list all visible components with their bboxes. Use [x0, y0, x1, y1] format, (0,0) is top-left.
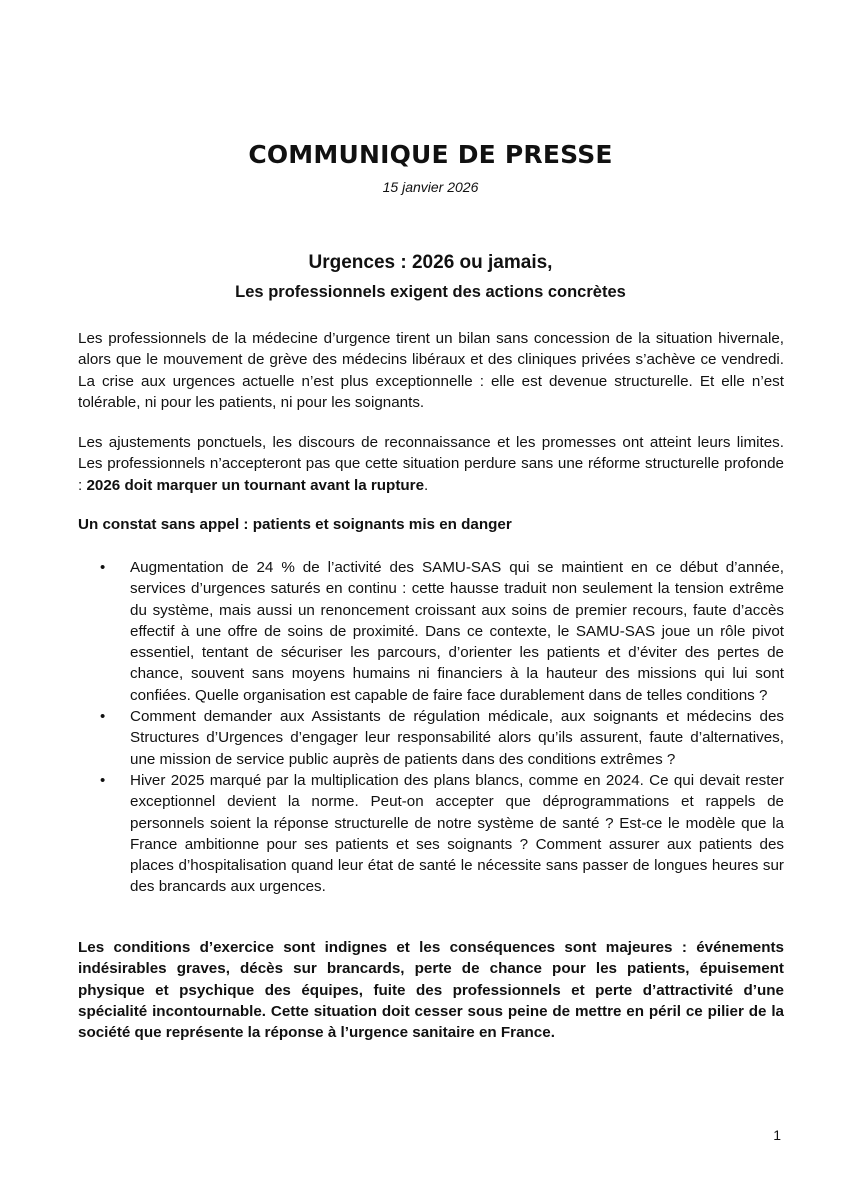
page-number: 1: [773, 1127, 781, 1143]
list-item-text: Hiver 2025 marqué par la multiplication des plans blancs, comme en 2024. Ce qui devait rester exceptionnel devient la norme. Peut-on accepter que déprogrammations et rappels de personnels soient la réponse structurelle de notre système de santé ? Est-ce le modèle que la France ambitionne pour ses patients et ses soignants ? Comment assurer aux patients des places d’hospitalisation quand leur état de santé le nécessite sans passer de longues heures sur des brancards aux urgences.: [130, 771, 784, 896]
section-heading: Un constat sans appel : patients et soignants mis en danger: [78, 516, 512, 533]
document-date: 15 janvier 2026: [382, 179, 479, 195]
list-item: [78, 706, 784, 770]
list-item: [78, 557, 784, 706]
list-item-text: Comment demander aux Assistants de régulation médicale, aux soignants et médecins des Structures d’Urgences d’engager leur responsabilité alors qu’ils assurent, faute d’alternatives, une mission de service public auprès de patients dans des conditions extrêmes ?: [130, 708, 784, 768]
headline: Urgences : 2026 ou jamais,: [308, 252, 553, 273]
paragraph-reform-end: .: [424, 476, 429, 494]
list-item-text: Augmentation de 24 % de l’activité des SAMU-SAS qui se maintient en ce début d’année, services d’urgences saturés en continu : cette hausse traduit non seulement la tension extrême du système, mais aussi un renoncement croissant aux soins de premier recours, faute d’accès effectif à une offre de soins de proximité. Dans ce contexte, le SAMU-SAS joue un rôle pivot essentiel, tentant de sécuriser les parcours, d’orienter les patients et d’éviter des pertes de chance, souvent sans moyens humains ni financiers à la hauteur des missions qui lui sont confiées. Quelle organisation est capable de faire face durablement dans de telles conditions ?: [130, 559, 784, 704]
bullet-list: [78, 557, 784, 898]
paragraph-conclusion: Les conditions d’exercice sont indignes et les conséquences sont majeures : événements indésirables graves, décès sur brancards, perte de chance pour les patients, épuisement physique et psychique des équipes, fuite des professionnels et perte d’attractivité d’une spécialité incontournable. Cette situation doit cesser sous peine de mettre en péril ce pilier de la société que représente la réponse à l’urgence sanitaire en France.: [78, 939, 784, 1042]
subheadline: Les professionnels exigent des actions concrètes: [235, 283, 626, 301]
paragraph-intro: Les professionnels de la médecine d’urgence tirent un bilan sans concession de la situation hivernale, alors que le mouvement de grève des médecins libéraux et des cliniques privées s’achève ce vendredi. La crise aux urgences actuelle n’est plus exceptionnelle : elle est devenue structurelle. Et elle n’est tolérable, ni pour les patients, ni pour les soignants.: [78, 330, 784, 411]
document-title: COMMUNIQUE DE PRESSE: [248, 140, 613, 169]
bullet-marker: •: [100, 771, 106, 789]
paragraph-reform-text: Les ajustements ponctuels, les discours de reconnaissance et les promesses ont atteint leurs limites. Les professionnels n’accepteront pas que cette situation perdure sans une réforme structurelle profonde :: [78, 434, 784, 494]
paragraph-reform-emphasis: 2026 doit marquer un tournant avant la rupture: [86, 476, 425, 494]
paragraph-reform: [78, 432, 784, 496]
bullet-marker: •: [100, 559, 106, 576]
list-item: [78, 770, 784, 898]
bullet-marker: •: [100, 708, 106, 726]
